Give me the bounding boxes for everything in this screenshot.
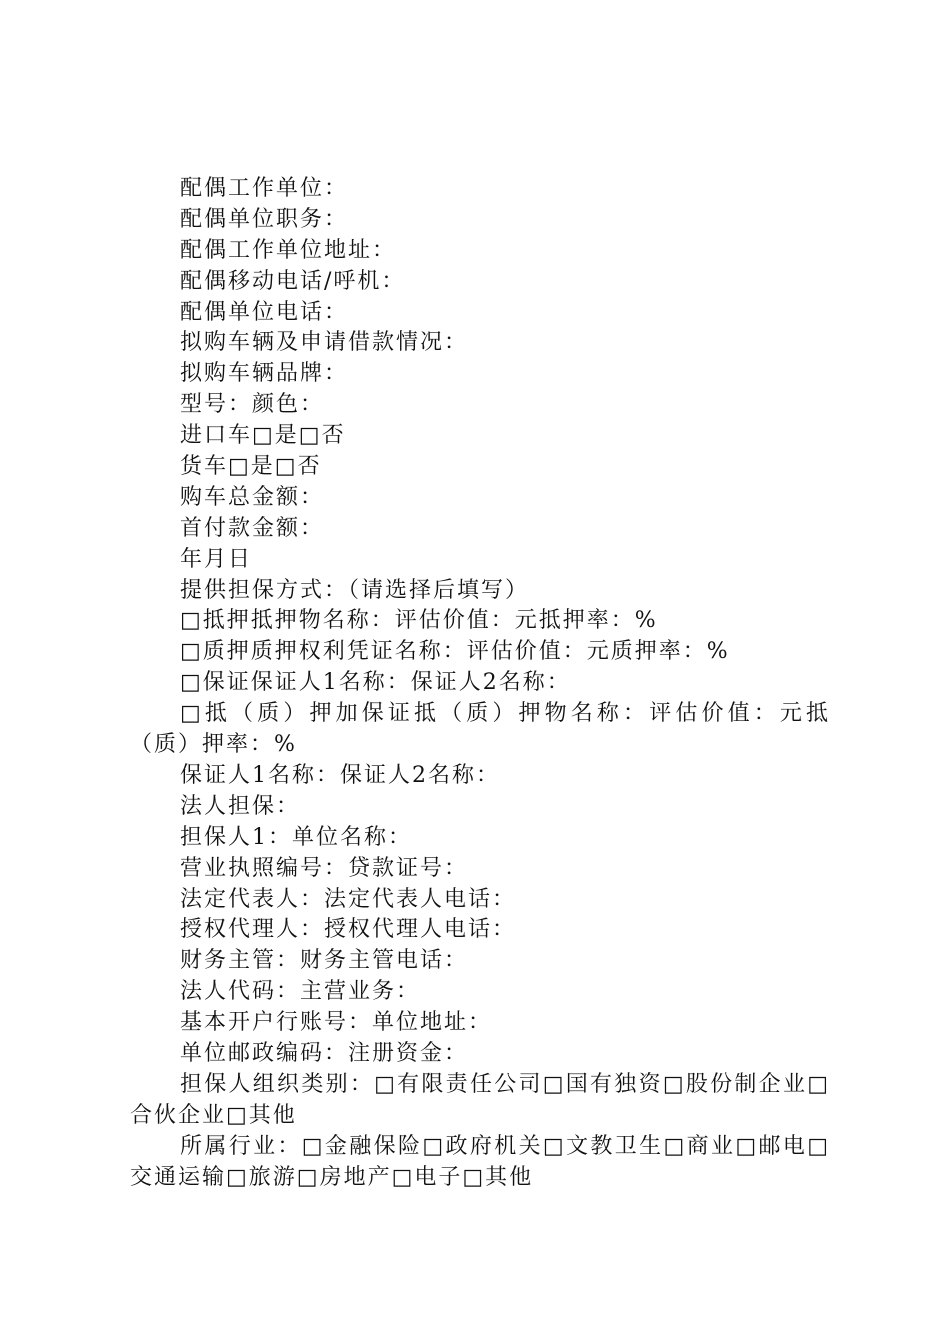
document-body	[130, 174, 830, 1193]
field-imported-car: 进口车□是□否	[180, 423, 346, 449]
field-legal-rep: 法定代表人：法定代表人电话：	[180, 886, 517, 912]
section-corporate-guarantee: 法人担保：	[180, 793, 301, 819]
field-bank-account-address: 基本开户行账号：单位地址：	[180, 1010, 493, 1036]
section-guarantee-method: 提供担保方式：（请选择后填写）	[180, 577, 530, 603]
field-down-payment: 首付款金额：	[180, 515, 325, 541]
field-total-amount: 购车总金额：	[180, 484, 325, 510]
field-license-loan-number: 营业执照编号：贷款证号：	[180, 855, 469, 881]
field-date: 年月日	[180, 546, 253, 572]
field-spouse-employer: 配偶工作单位：	[180, 176, 349, 201]
field-corp-code-business: 法人代码：主营业务：	[180, 979, 421, 1005]
option-mortgage: □抵押抵押物名称：评估价值：元抵押率：%	[180, 608, 658, 634]
field-industry: 所属行业：□金融保险□政府机关□文教卫生□商业□邮电□交通运输□旅游□房地产□电子□其他	[130, 1133, 830, 1190]
option-guarantor: □保证保证人1名称：保证人2名称：	[180, 670, 571, 696]
field-vehicle-brand: 拟购车辆品牌：	[180, 361, 349, 387]
field-spouse-position: 配偶单位职务：	[180, 206, 349, 232]
field-spouse-work-address: 配偶工作单位地址：	[180, 237, 397, 263]
field-truck: 货车□是□否	[180, 454, 322, 480]
field-postcode-capital: 单位邮政编码：注册资金：	[180, 1040, 469, 1066]
field-finance-manager: 财务主管：财务主管电话：	[180, 948, 469, 974]
section-vehicle-loan: 拟购车辆及申请借款情况：	[180, 330, 469, 356]
field-guarantor-names: 保证人1名称：保证人2名称：	[180, 762, 500, 788]
field-guarantor-unit-name: 担保人1：单位名称：	[180, 824, 412, 850]
option-mixed-guarantee: □抵（质）押加保证抵（质）押物名称：评估价值：元抵（质）押率：%	[130, 701, 830, 758]
field-spouse-work-phone: 配偶单位电话：	[180, 299, 349, 325]
field-authorized-agent: 授权代理人：授权代理人电话：	[180, 917, 517, 943]
field-org-type: 担保人组织类别：□有限责任公司□国有独资□股份制企业□合伙企业□其他	[130, 1071, 830, 1128]
field-model-color: 型号：颜色：	[180, 392, 325, 418]
field-spouse-mobile: 配偶移动电话/呼机：	[180, 268, 406, 294]
option-pledge: □质押质押权利凭证名称：评估价值：元质押率：%	[180, 639, 730, 665]
